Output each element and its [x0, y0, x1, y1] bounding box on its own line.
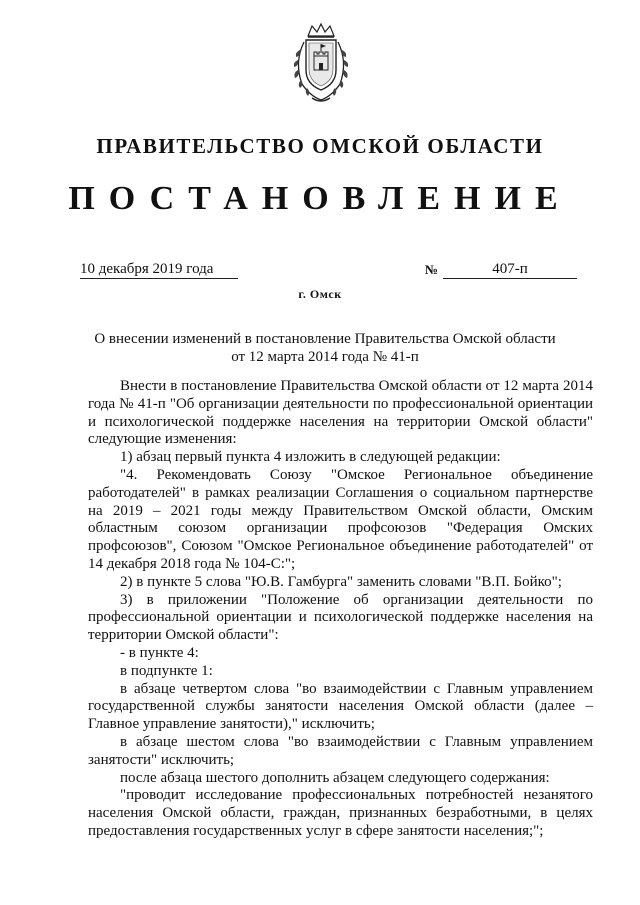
body-paragraph: в подпункте 1:: [120, 662, 213, 679]
body-paragraph: Внести в постановление Правительства Омской области от 12 марта 2014 года № 41-п "Об организации деятельности по профессиональной ориентации и психологической поддержке населения на территории Омской области" следующие изменения:: [88, 378, 593, 448]
body-paragraph: - в пункте 4:: [120, 644, 199, 661]
coat-of-arms-icon: [286, 22, 356, 106]
body-paragraph: "4. Рекомендовать Союзу "Омское Региональное объединение работодателей" в рамках реализации Соглашения о социальном партнерстве на 2019 – 2021 годы между Правительством Омской области, Омским областным союзом организации профсоюзов "Федерация Омских профсоюзов", Союзом "Омское Региональное объединение работодателей" от 14 декабря 2018 года № 104-С:";: [88, 466, 593, 572]
document-subject: [90, 330, 560, 366]
body-paragraph: в абзаце четвертом слова "во взаимодействии с Главным управлением государственной службы занятости населения Омской области (далее – Главное управление занятости)," исключить;: [88, 680, 593, 733]
subject-line-2: от 12 марта 2014 года № 41-п: [231, 349, 419, 365]
city-label: г. Омск: [298, 287, 342, 301]
document-type-title: ПОСТАНОВЛЕНИЕ: [68, 180, 572, 217]
subject-line-1: О внесении изменений в постановление Правительства Омской области: [94, 331, 556, 347]
body-paragraph: после абзаца шестого дополнить абзацем следующего содержания:: [120, 769, 550, 786]
document-number: 407-п: [443, 261, 577, 279]
government-title: ПРАВИТЕЛЬСТВО ОМСКОЙ ОБЛАСТИ: [96, 134, 544, 158]
body-paragraph: 3) в приложении "Положение об организации деятельности по профессиональной ориентации и психологической поддержке населения на территории Омской области":: [88, 591, 593, 644]
body-paragraph: 1) абзац первый пункта 4 изложить в следующей редакции:: [120, 449, 501, 466]
body-paragraph: "проводит исследование профессиональных потребностей незанятого населения Омской области, граждан, признанных безработными, в целях предоставления государственных услуг в сфере занятости населения;";: [88, 787, 593, 839]
body-paragraph: 2) в пункте 5 слова "Ю.В. Гамбурга" заменить словами "В.П. Бойко";: [120, 573, 562, 590]
document-date: 10 декабря 2019 года: [80, 261, 238, 279]
body-paragraph: в абзаце шестом слова "во взаимодействии с Главным управлением занятости" исключить;: [88, 733, 593, 768]
document-body: [88, 378, 593, 841]
number-sign: №: [425, 262, 439, 277]
